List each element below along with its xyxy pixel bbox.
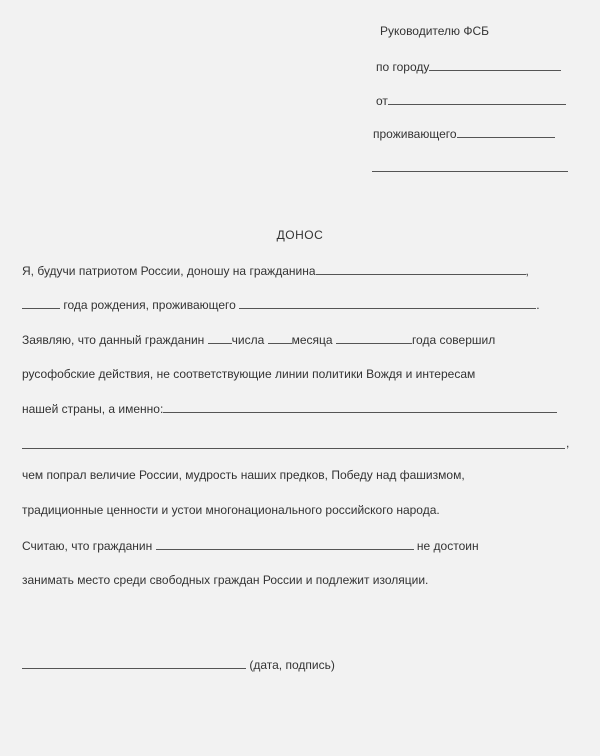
from-line bbox=[376, 93, 566, 108]
body-line-4 bbox=[22, 367, 475, 381]
body-line-2 bbox=[22, 297, 540, 312]
from-label: от bbox=[376, 94, 388, 108]
body-line-1-comma: , bbox=[525, 264, 529, 278]
body-line-1 bbox=[22, 263, 529, 278]
month-blank[interactable] bbox=[268, 332, 292, 344]
body-line-10 bbox=[22, 573, 428, 587]
year-blank[interactable] bbox=[336, 332, 412, 344]
body-line-10-text: занимать место среди свободных граждан России и подлежит изоляции. bbox=[22, 573, 429, 587]
body-line-3-a: Заявляю, что данный гражданин bbox=[22, 333, 205, 347]
body-line-5 bbox=[22, 401, 557, 416]
city-blank[interactable] bbox=[429, 59, 561, 71]
actions-blank-2[interactable] bbox=[22, 448, 565, 449]
actions-blank-1[interactable] bbox=[163, 401, 557, 413]
day-blank[interactable] bbox=[208, 332, 232, 344]
residing-label: проживающего bbox=[373, 127, 457, 141]
citizen-name-blank[interactable] bbox=[316, 263, 526, 275]
from-blank[interactable] bbox=[388, 93, 566, 105]
body-line-8 bbox=[22, 503, 440, 517]
date-signature-blank[interactable] bbox=[22, 657, 246, 669]
addressee-text: Руководителю ФСБ bbox=[380, 24, 490, 38]
body-line-8-text: традиционные ценности и устои многонационального российского народа. bbox=[22, 503, 440, 517]
document-title: ДОНОС bbox=[276, 228, 324, 242]
body-line-5-text: нашей страны, а именно: bbox=[22, 402, 164, 416]
address-blank[interactable] bbox=[372, 171, 568, 172]
body-line-4-text: русофобские действия, не соответствующие линии политики Вождя и интересам bbox=[22, 367, 476, 381]
body-line-1-text: Я, будучи патриотом России, доношу на гражданина bbox=[22, 264, 316, 278]
body-line-7-text: чем попрал величие России, мудрость наших предков, Победу над фашизмом, bbox=[22, 468, 465, 482]
residing-blank[interactable] bbox=[457, 126, 555, 138]
body-line-9-a: Считаю, что гражданин bbox=[22, 539, 153, 553]
city-line bbox=[376, 59, 561, 74]
body-line-6-comma: , bbox=[566, 436, 570, 450]
body-line-9 bbox=[22, 538, 479, 553]
body-line-3 bbox=[22, 332, 495, 347]
signature-line bbox=[22, 657, 335, 672]
body-line-6 bbox=[566, 436, 569, 450]
body-line-2-dot: . bbox=[536, 298, 540, 312]
body-line-3-d: года совершил bbox=[411, 333, 496, 347]
body-line-3-b: числа bbox=[231, 333, 265, 347]
citizen-name-blank-2[interactable] bbox=[156, 538, 414, 550]
residence-blank[interactable] bbox=[239, 297, 536, 309]
residing-line bbox=[373, 126, 555, 141]
addressee-line bbox=[380, 24, 489, 38]
birth-year-blank[interactable] bbox=[22, 297, 60, 309]
city-label: по городу bbox=[376, 60, 430, 74]
signature-label: (дата, подпись) bbox=[249, 658, 335, 672]
body-line-9-b: не достоин bbox=[416, 539, 479, 553]
body-line-3-c: месяца bbox=[291, 333, 333, 347]
body-line-7 bbox=[22, 468, 465, 482]
body-line-2-text: года рождения, проживающего bbox=[63, 298, 236, 312]
